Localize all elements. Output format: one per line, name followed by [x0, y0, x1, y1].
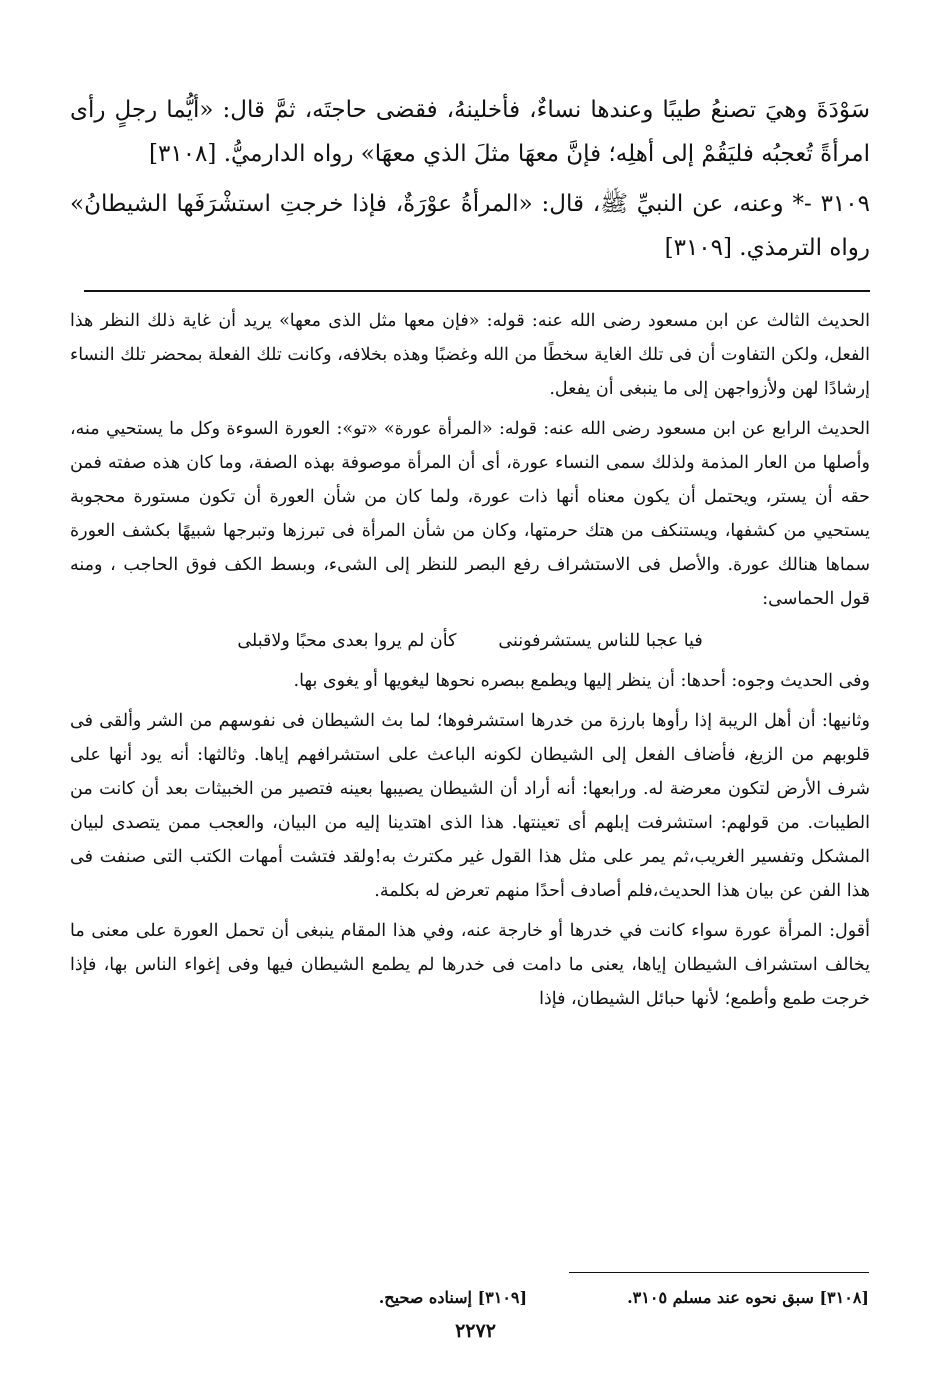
section-divider	[84, 290, 870, 292]
footnote-3109: [٣١٠٩] إسناده صحيح.	[378, 1288, 528, 1307]
poetry-verse	[70, 622, 870, 660]
commentary-paragraph-aspects: وفى الحديث وجوه: أحدها: أن ينظر إليها ويطمع ببصره نحوها ليغويها أو يغوى بها.	[293, 671, 870, 691]
verse-second-hemistich: كأن لم يروا بعدى محبًا ولاقبلى	[237, 631, 457, 651]
hadith-text	[70, 88, 870, 270]
commentary-paragraph-aqulu: أقول: المرأة عورة سواء كانت في خدرها أو خارجة عنه، وفي هذا المقام ينبغى أن تحمل العورة على معنى ما يخالف استشراف الشيطان إياها، يعنى ما دامت فى خدرها لم يطمع الشيطان فيها وفى إغواء الناس بها، فإذا خرجت طمع وأطمع؛ لأنها حبائل الشيطان، فإذا	[70, 921, 870, 1009]
verse-first-hemistich: فيا عجبا للناس يستشرفوننى	[498, 631, 703, 651]
footnote-divider	[569, 1272, 869, 1273]
page-body	[70, 88, 870, 1022]
page-number: ٢٢٧٢	[455, 1320, 496, 1342]
commentary	[70, 304, 870, 1016]
commentary-paragraph-fourth-hadith: الحديث الرابع عن ابن مسعود رضى الله عنه: قوله: «المرأة عورة» «تو»: العورة السوءة وكل ما يستحيي منه، وأصلها من العار المذمة ولذلك سمى النساء عورة، أى أن المرأة موصوفة بهذه الصفة، وما كان هذه صفته فمن حقه أن يستر، ويحتمل أن يكون معناه أنها ذات عورة، ولما كان من شأن العورة أن تكون مستورة محجوبة يستحيي من كشفها، ويستنكف من هتك حرمتها، وكان من شأن المرأة فى تبرزها وتبرجها شبيهًا بكشف العورة سماها هنالك عورة. والأصل فى الاستشراف رفع البصر للنظر إلى الشىء، وبسط الكف فوق الحاجب ، ومنه قول الحماسى:	[70, 419, 870, 609]
commentary-paragraph-second-aspect: وثانيها: أن أهل الريبة إذا رأوها بارزة من خدرها استشرفوها؛ لما بث الشيطان فى نفوسهم من الشر وألقى فى قلوبهم من الزيغ، فأضاف الفعل إلى الشيطان لكونه الباعث على استشرافهم إياها. وثالثها: أنه يود أنها على شرف الأرض لتكون معرضة له. ورابعها: أنه أراد أن الشيطان يصيبها بعينه فتصير من الخبيثات بعد أن كانت من الطيبات. من قولهم: استشرفت إبلهم أى تعينتها. هذا الذى اهتدينا إليه من البيان، والعجب ممن يتصدى لبيان المشكل وتفسير الغريب،ثم يمر على مثل هذا القول غير مكترث به!ولقد فتشت أمهات الكتب التى صنفت فى هذا الفن عن بيان هذا الحديث،فلم أصادف أحدًا منهم تعرض له بكلمة.	[70, 711, 870, 901]
commentary-paragraph-third-hadith: الحديث الثالث عن ابن مسعود رضى الله عنه: قوله: «فإن معها مثل الذى معها» يريد أن غاية ذلك النظر هذا الفعل، ولكن التفاوت أن فى تلك الغاية سخطًا من الله وغضبًا وهذه بخلافه، وكانت تلك الفعلة بمحضر تلك النساء إرشادًا لهن ولأزواجهن إلى ما ينبغى أن يفعل.	[70, 311, 870, 399]
footnotes	[269, 1288, 869, 1307]
hadith-paragraph-3109: ٣١٠٩ -* وعنه، عن النبيِّ ﷺ، قال: «المرأةُ عوْرَةٌ، فإذا خرجتِ استشْرَفَها الشيطانُ» رواه الترمذي. [٣١٠٩]	[70, 191, 870, 261]
hadith-paragraph-3108: سَوْدَةَ وهيَ تصنعُ طيبًا وعندها نساءٌ، فأخلينهُ، فقضى حاجتَه، ثمَّ قال: «أيُّما رجلٍ رأى امرأةً تُعجبُه فليَقُمْ إلى أهلِه؛ فإنَّ معهَا مثلَ الذي معهَا» رواه الدارميُّ. [٣١٠٨]	[70, 97, 870, 167]
footnote-3108: [٣١٠٨] سبق نحوه عند مسلم ٣١٠٥.	[627, 1288, 869, 1307]
